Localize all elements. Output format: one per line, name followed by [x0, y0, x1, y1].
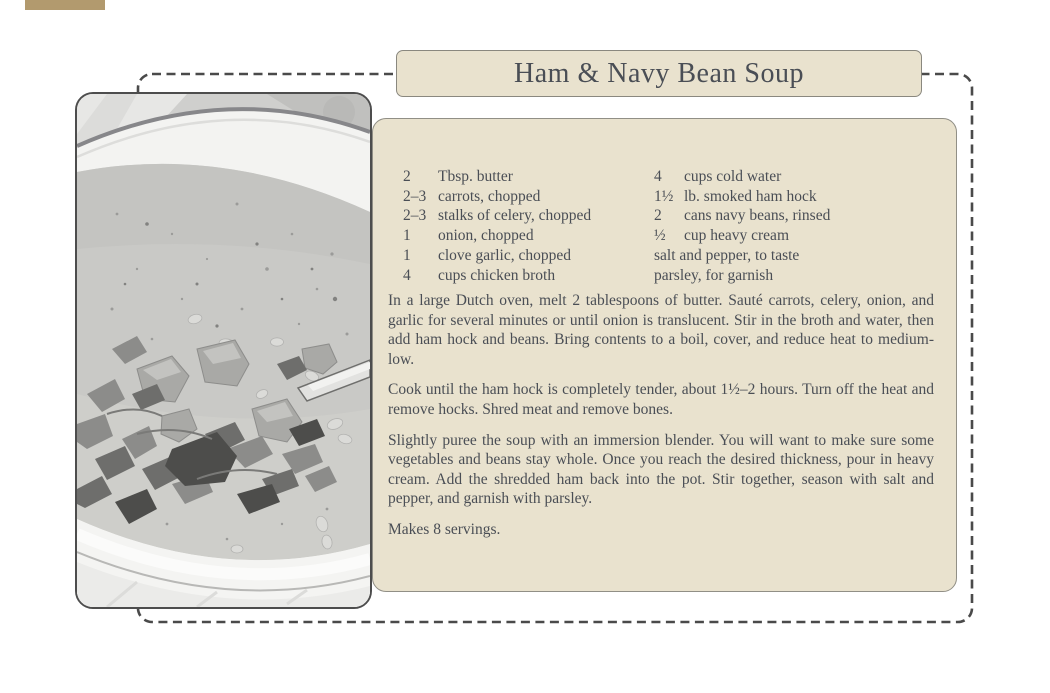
instructions-paragraphs [388, 291, 934, 509]
yield-text: Makes 8 servings. [388, 520, 501, 538]
ingredient-row [654, 206, 942, 226]
ingredients-section [403, 167, 942, 285]
ingredient-row [403, 246, 654, 266]
ingredients-column-right [654, 167, 942, 285]
instructions-section [388, 291, 934, 540]
ingredient-row [654, 226, 942, 246]
instruction-paragraph: Cook until the ham hock is completely tender, about 1½–2 hours. Turn off the heat and remove hocks. Shred meat and remove bones. [388, 381, 934, 418]
recipe-title-box [396, 50, 922, 97]
ingredient-quantity: 4 [403, 266, 411, 284]
ingredient-quantity: ½ [654, 227, 666, 245]
ingredient-row [654, 246, 942, 266]
instruction-paragraph: Slightly puree the soup with an immersion blender. You will want to make sure some vegetables and beans stay whole. Once you reach the desired thickness, pour in heavy cream. Add the shredded ham back into the pot. Stir together, season with salt and pepper, and garnish with parsley. [388, 431, 934, 508]
ingredient-quantity: 2–3 [403, 207, 427, 225]
ingredient-row [654, 266, 942, 286]
ingredient-quantity: 4 [654, 168, 662, 185]
ingredient-name: lb. smoked ham hock [684, 187, 817, 205]
ingredient-row [403, 167, 654, 187]
soup-photo-illustration [77, 94, 370, 607]
ingredient-row [654, 167, 942, 187]
ingredient-quantity: 1½ [654, 187, 674, 205]
ingredient-row [403, 226, 654, 246]
ingredient-name: carrots, chopped [438, 187, 541, 205]
ingredient-name: Tbsp. butter [438, 168, 513, 185]
recipe-title: Ham & Navy Bean Soup [514, 57, 804, 89]
ingredient-name: salt and pepper, to taste [654, 246, 800, 264]
ingredient-name: stalks of celery, chopped [438, 207, 592, 225]
recipe-photo [75, 92, 372, 609]
ingredient-name: cup heavy cream [684, 227, 789, 245]
ingredient-quantity: 1 [403, 246, 411, 264]
ingredient-row [403, 187, 654, 207]
ingredient-name: cups chicken broth [438, 266, 556, 284]
ingredient-name: onion, chopped [438, 227, 534, 245]
ingredient-name: clove garlic, chopped [438, 246, 571, 264]
instruction-paragraph: In a large Dutch oven, melt 2 tablespoons of butter. Sauté carrots, celery, onion, and garlic for several minutes or until onion is translucent. Stir in the broth and water, then add ham hock and beans. Bring contents to a boil, cover, and reduce heat to medium-low. [388, 292, 934, 368]
ingredient-quantity: 2 [654, 207, 662, 225]
ingredient-name: parsley, for garnish [654, 266, 774, 284]
ingredient-name: cans navy beans, rinsed [684, 207, 831, 225]
ingredient-row [403, 266, 654, 286]
ingredient-name: cups cold water [684, 168, 782, 185]
accent-bar [25, 0, 105, 10]
ingredient-quantity: 1 [403, 227, 411, 245]
ingredient-quantity: 2–3 [403, 187, 427, 205]
recipe-panel [372, 118, 957, 592]
ingredient-row [403, 206, 654, 226]
ingredient-row [654, 187, 942, 207]
ingredients-column-left [403, 167, 654, 285]
ingredient-quantity: 2 [403, 168, 411, 185]
